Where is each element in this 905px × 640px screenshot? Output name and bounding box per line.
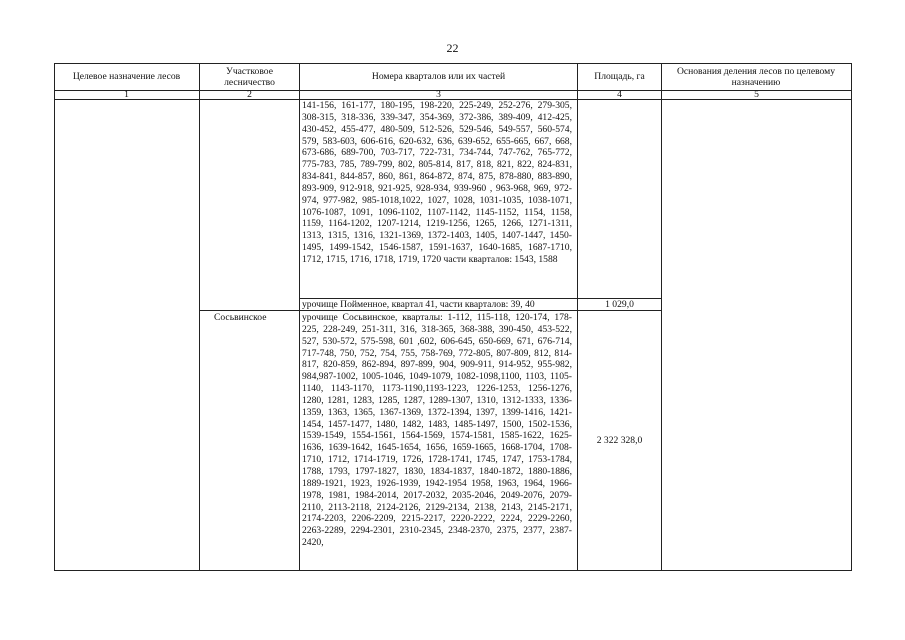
col-border <box>299 63 300 571</box>
area-cell: 2 322 328,0 <box>596 435 643 446</box>
forest-table <box>54 63 852 571</box>
col-border <box>199 63 200 571</box>
forestry-cell: Сосьвинское <box>214 312 267 323</box>
col-border <box>851 63 852 571</box>
column-number: 3 <box>436 89 441 100</box>
header-quarters: Номера кварталов или их частей <box>371 71 506 83</box>
page-number: 22 <box>446 41 459 55</box>
header-basis: Основания деления лесов по целевому назначению <box>676 65 836 88</box>
column-number: 5 <box>754 89 759 100</box>
header-purpose: Целевое назначение лесов <box>72 71 181 83</box>
column-number: 1 <box>124 89 129 100</box>
col-border <box>577 63 578 571</box>
header-area: Площадь, га <box>594 71 645 83</box>
table-bottom-border <box>54 570 852 571</box>
column-number: 2 <box>247 89 252 100</box>
column-number: 4 <box>617 89 622 100</box>
quarters-cell: 141-156, 161-177, 180-195, 198-220, 225-249, 252-276, 279-305, 308-315, 318-336, 339-347, 354-369, 372-386, 389-409, 412-425, 430-452, 455-477, 480-509, 512-526, 529-546, 549-557, 560-574, 579, 583-603, 606-616, 620-632, 636, 639-652, 655-665, 667, 668, 673-686, 689-700, 703-717, 722-731, 734-744, 747-762, 765-772, 775-783, 785, 789-799, 802, 805-814, 817, 818, 821, 822, 824-831, 834-841, 844-857, 860, 861, 864-872, 874, 875, 878-880, 883-890, 893-909, 912-918, 921-925, 928-934, 939-960 , 963-968, 969, 972-974, 977-982, 985-1018,1022, 1027, 1028, 1031-1035, 1038-1071, 1076-1087, 1091, 1096-1102, 1107-1142, 1145-1152, 1154, 1158, 1159, 1164-1202, 1207-1214, 1219-1256, 1265, 1266, 1271-1311, 1313, 1315, 1316, 1321-1369, 1372-1403, 1405, 1407-1447, 1450-1495, 1499-1542, 1546-1587, 1591-1637, 1640-1685, 1687-1710, 1712, 1715, 1716, 1718, 1719, 1720 части кварталов: 1543, 1588 <box>302 100 572 265</box>
quarters-cell: урочище Пойменное, квартал 41, части кварталов: 39, 40 <box>302 299 535 310</box>
col-border <box>661 63 662 571</box>
quarters-cell: урочище Сосьвинское, кварталы: 1-112, 115-118, 120-174, 178-225, 228-249, 251-311, 316, 318-365, 368-388, 390-450, 453-522, 527, 530-572, 575-598, 601 ,602, 606-645, 650-669, 671, 676-714, 717-748, 750, 752, 754, 755, 758-769, 772-805, 807-809, 812, 814-817, 820-859, 862-894, 897-899, 904, 909-911, 914-952, 955-982, 984,987-1002, 1005-1046, 1049-1079, 1082-1098,1100, 1103, 1105-1140, 1143-1170, 1173-1190,1193-1223, 1226-1253, 1256-1276, 1280, 1281, 1283, 1285, 1287, 1289-1307, 1310, 1312-1333, 1336-1359, 1363, 1365, 1367-1369, 1372-1394, 1397, 1399-1416, 1421-1454, 1457-1477, 1480, 1482, 1483, 1485-1497, 1500, 1502-1536, 1539-1549, 1554-1561, 1564-1569, 1574-1581, 1585-1622, 1625-1636, 1639-1642, 1645-1654, 1656, 1659-1665, 1668-1704, 1708-1710, 1712, 1714-1719, 1726, 1728-1741, 1745, 1747, 1753-1784, 1788, 1793, 1797-1827, 1830, 1834-1837, 1840-1872, 1880-1886, 1889-1921, 1923, 1926-1939, 1942-1954 1958, 1963, 1964, 1966-1978, 1981, 1984-2014, 2017-2032, 2035-2046, 2049-2076, 2079-2110, 2113-2118, 2124-2126, 2129-2134, 2138, 2143, 2145-2171, 2174-2203, 2206-2209, 2215-2217, 2220-2222, 2224, 2229-2260, 2263-2289, 2294-2301, 2310-2345, 2348-2370, 2375, 2377, 2387-2420, <box>302 312 572 549</box>
header-forestry: Участковое лесничество <box>224 65 275 88</box>
area-cell: 1 029,0 <box>605 299 634 310</box>
col-border <box>54 63 55 571</box>
